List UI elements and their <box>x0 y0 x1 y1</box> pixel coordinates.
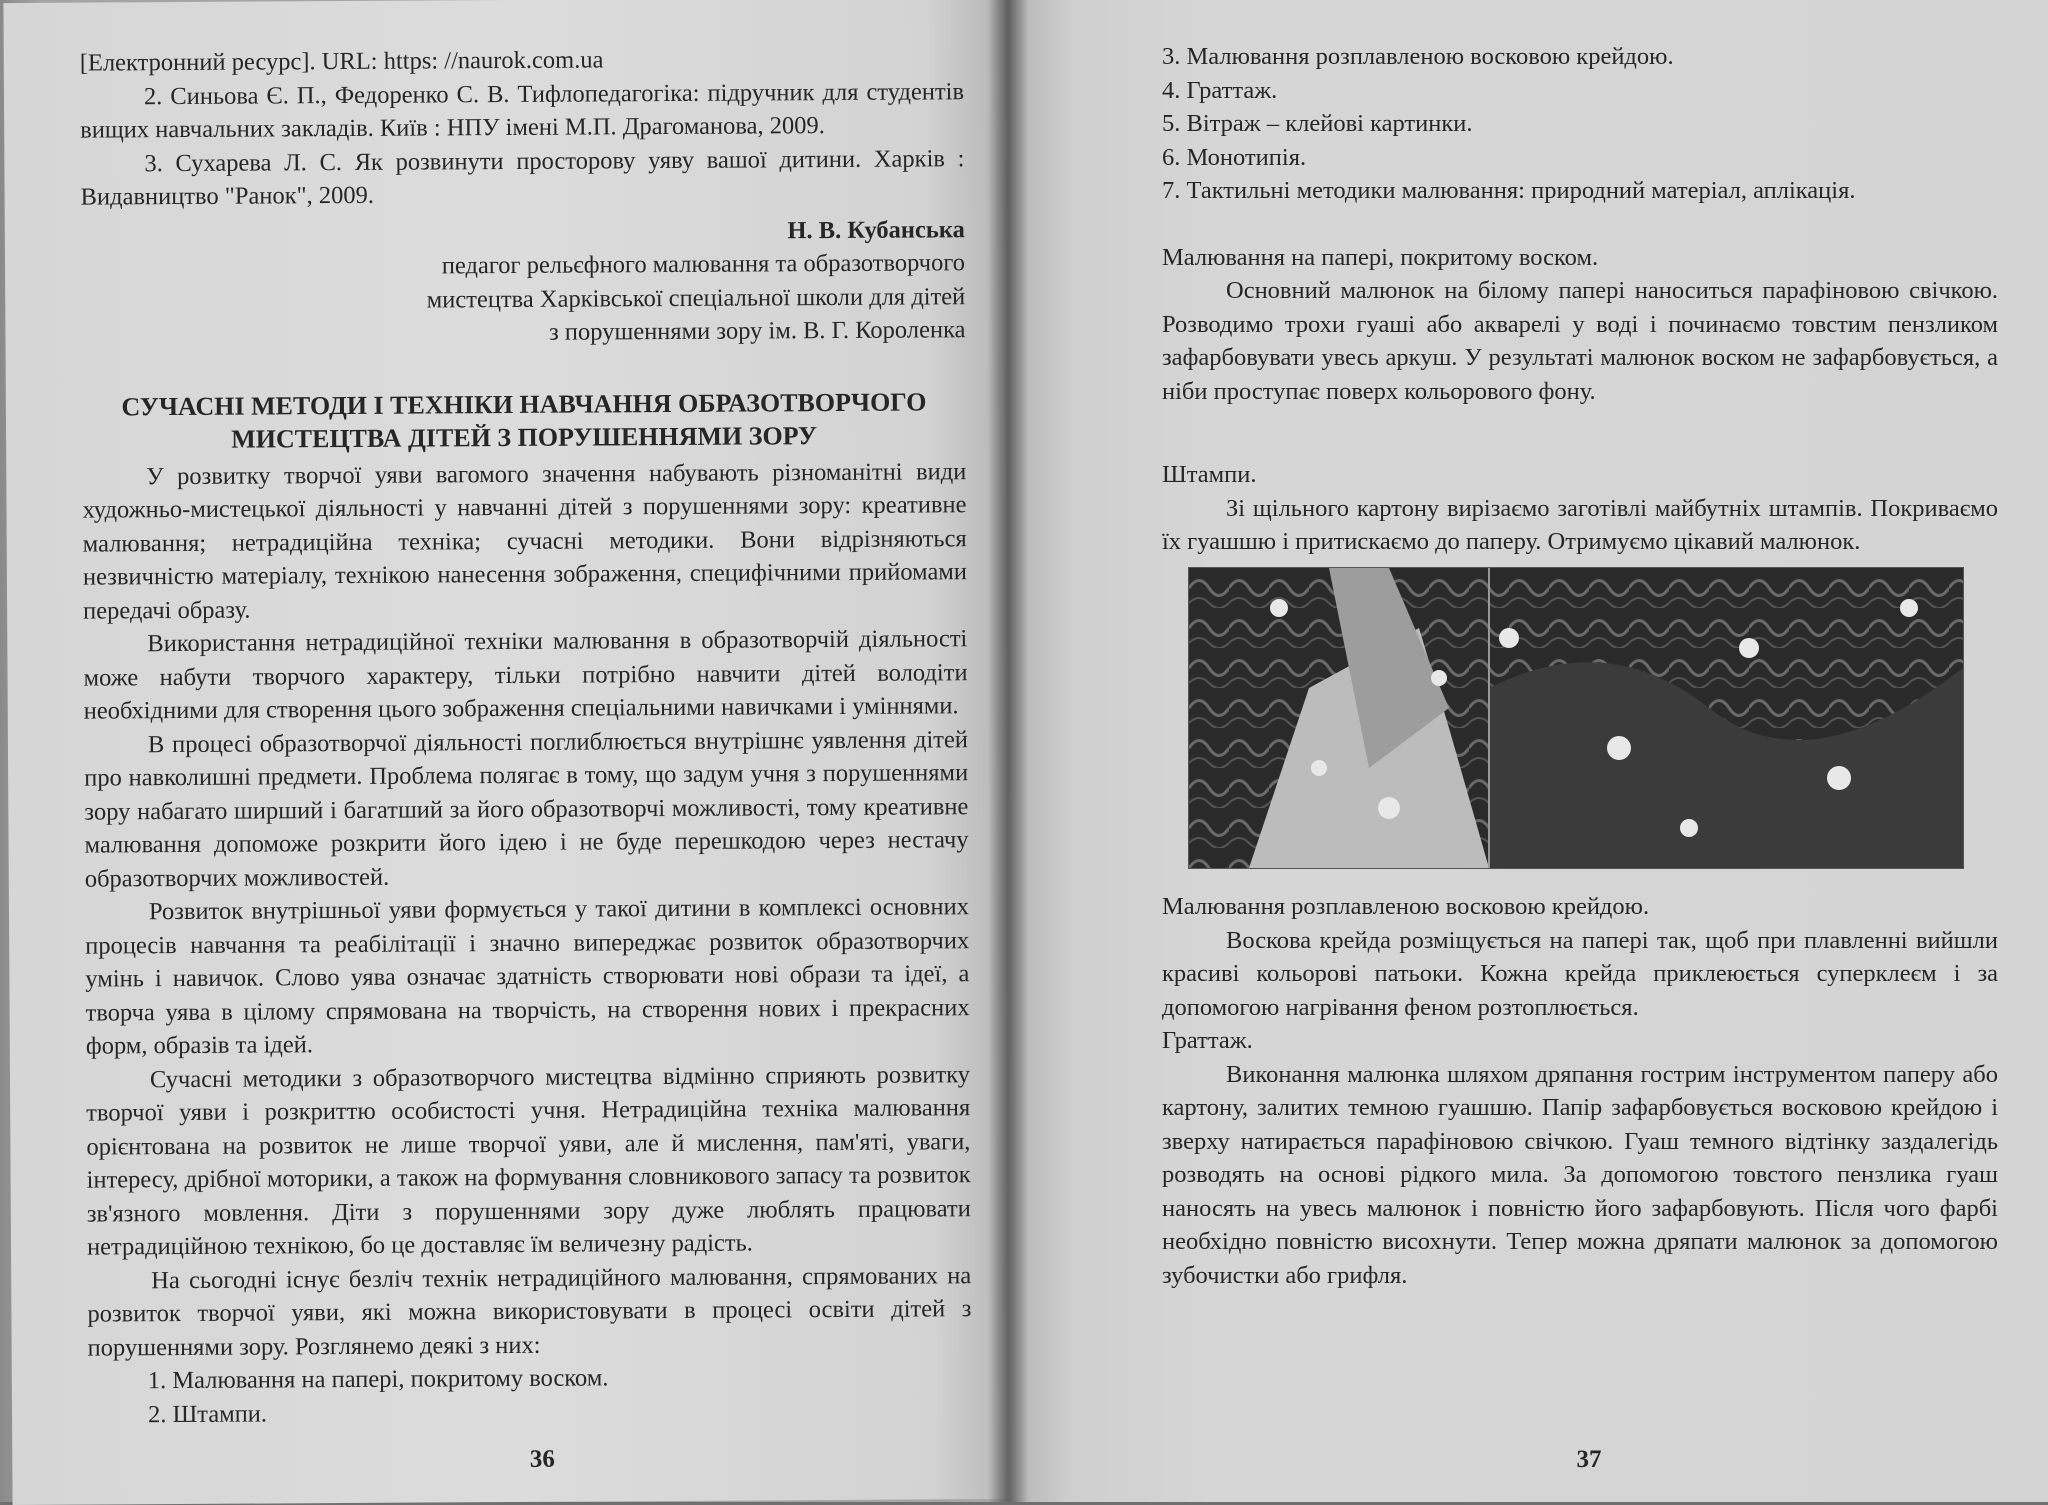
list-item: 1. Малювання на папері, покритому воском. <box>147 1364 609 1395</box>
list-item: 6. Монотипія. <box>1162 143 1307 171</box>
author-name: Н. В. Кубанська <box>787 215 965 244</box>
spacer <box>1162 408 1998 458</box>
left-page <box>3 0 1012 1505</box>
reference-1-tail: [Електронний ресурс]. URL: https: //naurok.com.ua <box>79 46 604 77</box>
author-affiliation: педагог рельєфного малювання та образотворчого мистецтва Харківської спеціальної школи для дітей з порушеннями зору ім. В. Г. Короленка <box>426 249 966 346</box>
list-item: 5. Вітраж – клейові картинки. <box>1162 110 1473 137</box>
page-number-right: 37 <box>1576 1445 1602 1473</box>
spacer <box>1162 208 1998 241</box>
reference-3: 3. Сухарева Л. С. Як розвинути просторову уяву вашої дитини. Харків : Видавництво "Ранок", 2009. <box>80 144 965 211</box>
section-title-melted-crayon: Малювання розплавленою восковою крейдою. <box>1162 893 1650 920</box>
list-item: 2. Штампи. <box>147 1399 268 1428</box>
section-title-wax: Малювання на папері, покритому воском. <box>1162 243 1599 271</box>
stamp-artwork-photo <box>1188 567 1964 869</box>
paragraph: Сучасні методики з образотворчого мистецтва відмінно сприяють розвитку творчої уяви і розкриттю особистості учня. Нетрадиційна техніка малювання орієнтована на розвиток не лише творчої уяви, але й мислення, пам'яті, уваги, інтересу, дрібної моторики, а також на формування словникового запасу та розвиток зв'язного мовлення. Діти з порушеннями зору дуже люблять працювати нетрадиційною технікою, бо це доставляє їм величезну радість. <box>86 1060 971 1261</box>
paragraph: В процесі образотворчої діяльності поглиблюється внутрішнє уявлення дітей про навколишні предмети. Проблема полягає в тому, що задум учня з порушеннями зору набагато ширший і багатший за його образотворчі можливості, тому креативне малювання допоможе розкрити його ідею і не буде перешкодою через нестачу образотворчих можливостей. <box>84 725 969 893</box>
paragraph: Розвиток внутрішньої уяви формується у такої дитини в комплексі основних процесів навчання та реабілітації і значно випереджає розвиток образотворчих умінь і навичок. Слово уява означає здатність створювати нові образи та ідеї, а творча уява в цілому спрямована на творчість, на створення нових і прекрасних форм, образів та ідей. <box>85 893 970 1060</box>
book-gutter-shadow <box>988 0 1028 1502</box>
reference-2: 2. Синьова Є. П., Федоренко С. В. Тифлопедагогіка: підручник для студентів вищих навчальних закладів. Київ : НПУ імені М.П. Драгоманова, 2009. <box>80 77 965 144</box>
paragraph: У розвитку творчої уяви вагомого значення набувають різноманітні види художньо-мистецької діяльності у навчанні дітей з порушеннями зору: креативне малювання; нетрадиційна техніка; сучасні методики. Вони відрізняються незвичністю матеріалу, технікою нанесення зображення, специфічними прийомами передачі образу. <box>82 457 967 625</box>
section-text-melted-crayon: Воскова крейда розміщується на папері так, щоб при плавленні вийшли красиві кольорові патьоки. Кожна крейда приклеюється суперклеєм і за допомогою нагрівання феном розтоплюється. <box>1162 926 1998 1021</box>
list-item: 3. Малювання розплавленою восковою крейдою. <box>1162 43 1674 70</box>
list-item: 4. Граттаж. <box>1162 76 1278 104</box>
article-title: СУЧАСНІ МЕТОДИ І ТЕХНІКИ НАВЧАННЯ ОБРАЗОТВОРЧОГО МИСТЕЦТВА ДІТЕЙ З ПОРУШЕННЯМИ ЗОРУ <box>121 386 927 454</box>
section-text-wax: Основний малюнок на білому папері наноситься парафіновою свічкою. Розводимо трохи гуаші або акварелі у воді і починаємо товстим пензликом зафарбовувати увесь аркуш. У результаті малюнок воском не зафарбовується, а ніби проступає поверх кольорового фону. <box>1162 277 1998 405</box>
section-title-grattage: Граттаж. <box>1162 1027 1253 1054</box>
paragraph: На сьогодні існує безліч технік нетрадиційного малювання, спрямованих на розвиток творчої уяви, які можна використовувати в процесі освіти дітей з порушеннями зору. Розглянемо деякі з них: <box>87 1261 972 1362</box>
section-text-stamps: Зі щільного картону вирізаємо заготівлі майбутніх штампів. Покриваємо їх гуашшю і притискаємо до паперу. Отримуємо цікавий малюнок. <box>1162 494 1998 555</box>
list-item: 7. Тактильні методики малювання: природний матеріал, аплікація. <box>1162 177 1856 204</box>
section-text-grattage: Виконання малюнка шляхом дряпання гострим інструментом паперу або картону, залитих темною гуашшю. Папір зафарбовується восковою крейдою і зверху натирається парафіновою свічкою. Гуаш темного відтінку заздалегідь розводять на основі рідкого мила. За допомогою товстого пензлика гуаш наносять на увесь малюнок і повністю його зафарбовують. Після чого фарбі необхідно повністю висохнути. Тепер можна дряпати малюнок за допомогою зубочистки або грифля. <box>1162 1060 1998 1289</box>
right-page <box>1010 0 2048 1502</box>
section-title-stamps: Штампи. <box>1162 461 1257 488</box>
paragraph: Використання нетрадиційної техніки малювання в образотворчій діяльності може набути творчого характеру, тільки потрібно навчити дітей володіти необхідними для створення цього зображення спеціальними навичками і уміннями. <box>83 625 968 725</box>
page-number-left: 36 <box>529 1445 555 1473</box>
